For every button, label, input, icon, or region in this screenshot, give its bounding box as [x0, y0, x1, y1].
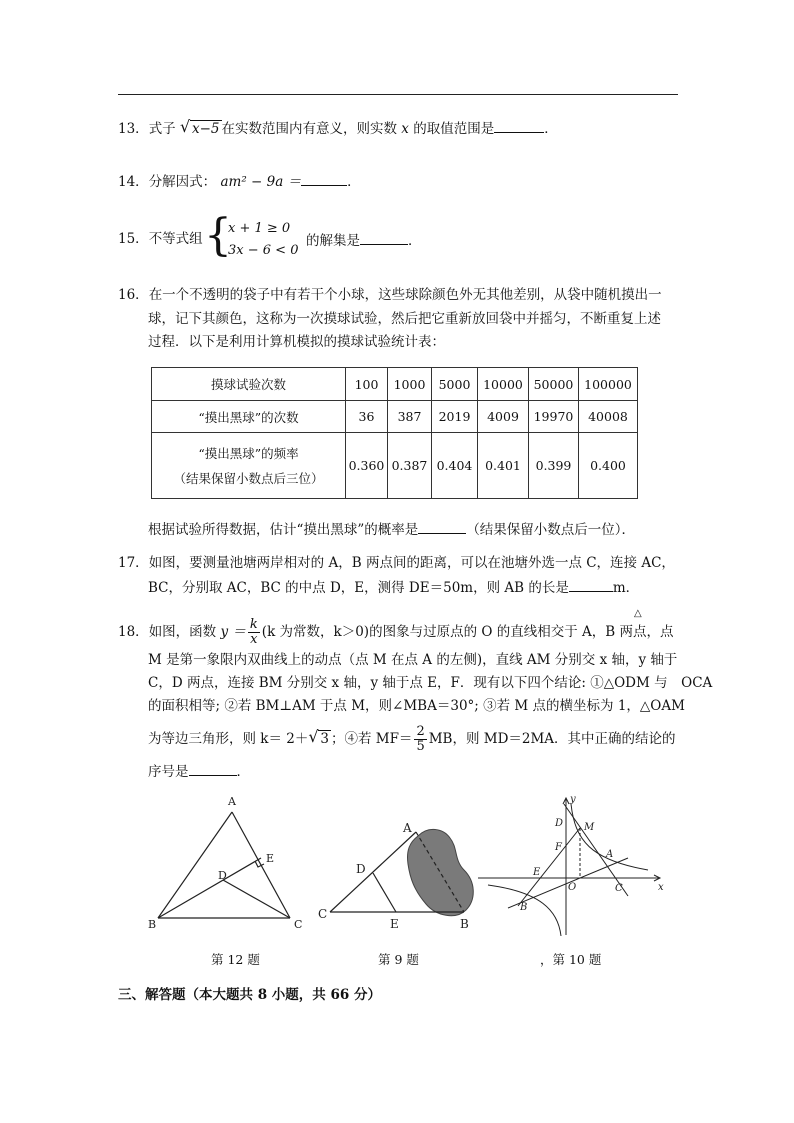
q16-after [148, 519, 635, 540]
fig9-caption: 第 9 题 [378, 952, 419, 967]
fig10-label-y: y [570, 794, 576, 805]
q18-text-5a: 为等边三角形，则 k＝ 2＋ [148, 731, 309, 747]
q17-text-2: BC，分别取 AC，BC 的中点 D，E，测得 DE＝50m，则 AB 的长是 [148, 580, 569, 596]
trial-stats-table [151, 367, 638, 499]
trials-cell: 100 [346, 368, 388, 401]
q14-end: ． [347, 174, 361, 190]
fig9-label-a: A [403, 821, 412, 835]
count-cell: 4009 [478, 401, 529, 433]
q18-text-5c: MB，则 MD＝2MA．其中正确的结论的 [428, 731, 676, 747]
question-16-line-1 [118, 285, 662, 305]
figure-9 [318, 818, 483, 933]
fig10-label-x: x [658, 882, 664, 893]
q18-text-6: 序号是 [148, 764, 189, 780]
fig9-pond [407, 829, 473, 915]
q17-end: m． [612, 580, 640, 596]
q18-text-3: C，D 两点，连接 BM 分别交 x 轴，y 轴于点 E，F．现有以下四个结论: ①△ODM 与 OCA [148, 675, 713, 691]
table-row-trials [152, 368, 638, 401]
count-cell: 19970 [529, 401, 579, 433]
fig10-label-c: C [615, 883, 623, 894]
q17-answer-blank[interactable] [569, 577, 613, 592]
q18-end: ． [236, 764, 250, 780]
trials-cell: 5000 [432, 368, 478, 401]
freq-cell: 0.401 [478, 433, 529, 499]
fig9-label-b: B [460, 917, 469, 931]
q15-number: 15． [118, 231, 149, 247]
freq-cell: 0.399 [529, 433, 579, 499]
figure-10 [478, 790, 668, 940]
fig12-label-c: C [294, 918, 303, 931]
fig12-label-d: D [218, 869, 227, 882]
fig10-hyperbola-q1 [571, 804, 648, 870]
q15-tail [306, 230, 422, 251]
freq-cell: 0.400 [579, 433, 638, 499]
q18-text-1: (k 为常数，k＞0)的图象与过原点的 O 的直线相交于 A，B 两点，点 [261, 624, 674, 640]
triangle-mark: △ [634, 608, 642, 619]
q16-answer-blank[interactable] [418, 519, 466, 534]
fig12-label-a: A [228, 795, 236, 808]
q15-brace: { [204, 210, 232, 261]
q15-text: 的解集是 [306, 233, 360, 249]
q15-inequality-1: x + 1 ≥ 0 [228, 221, 291, 236]
q18-sqrt-3: 3 [320, 731, 329, 747]
fig9-line-de [373, 873, 396, 912]
q13-text: 在实数范围内有意义，则实数 [221, 121, 397, 137]
header-rule [118, 94, 678, 95]
q18-frac2-num: 2 [416, 724, 425, 739]
row-label-counts: “摸出黑球”的次数 [152, 401, 346, 433]
fig10-label-e: E [533, 867, 541, 878]
q13-radicand: x−5 [191, 121, 220, 137]
q14-prefix: 分解因式： [148, 174, 217, 190]
count-cell: 387 [388, 401, 432, 433]
q16-text-1: 在一个不透明的袋子中有若干个小球，这些球除颜色外无其他差别，从袋中随机摸出一 [148, 287, 662, 303]
q18-y: y ＝ [220, 624, 246, 640]
table-row-freqs [152, 433, 638, 499]
q14-expression: am² − 9a ＝ [220, 174, 302, 190]
q18-sqrt: √ 3 [308, 727, 329, 747]
q16-after-tail: （结果保留小数点后一位）． [466, 522, 636, 538]
freq-label-b: （结果保留小数点后三位） [173, 470, 324, 486]
fig9-label-c: C [318, 907, 328, 921]
q13-end: ． [544, 121, 558, 137]
q15-prefix: 不等式组 [148, 231, 203, 247]
q14-number: 14． [118, 174, 149, 190]
q18-line-5 [148, 725, 676, 754]
q16-text-3: 过程．以下是利用计算机模拟的摸球试验统计表： [148, 334, 445, 350]
fig10-label-d: D [555, 818, 564, 829]
q17-number: 17． [118, 555, 149, 571]
figure-12 [140, 790, 320, 935]
fig10-label-o: O [568, 882, 577, 893]
freq-cell: 0.404 [432, 433, 478, 499]
q18-text-2: M 是第一象限内双曲线上的动点（点 M 在点 A 的左侧)，直线 AM 分别交 x 轴，y 轴于 [148, 652, 678, 668]
question-17-line-1 [118, 553, 675, 573]
q18-frac-den: x [250, 632, 258, 647]
fig9-label-d: D [356, 862, 366, 876]
fig10-label-f: F [555, 842, 562, 853]
freq-cell: 0.360 [346, 433, 388, 499]
freq-label-a: “摸出黑球”的频率 [198, 445, 299, 461]
fig10-caption: ，第 10 题 [540, 952, 602, 967]
fig9-label-e: E [390, 917, 399, 931]
table-row-counts [152, 401, 638, 433]
trials-cell: 10000 [478, 368, 529, 401]
fig9-line-ca [330, 832, 416, 912]
q15-inequality-2: 3x − 6 < 0 [228, 243, 299, 258]
q18-text-5b: ；④若 MF＝ [330, 731, 413, 747]
count-cell: 40008 [579, 401, 638, 433]
trials-cell: 50000 [529, 368, 579, 401]
q13-prefix: 式子 [148, 121, 176, 137]
q13-number: 13． [118, 121, 149, 137]
fig12-line-be [158, 858, 261, 918]
question-14 [118, 171, 361, 192]
q18-frac2-den: 5 [416, 739, 425, 754]
q16-text-2: 球，记下其颜色，这称为一次摸球试验，然后把它重新放回袋中并摇匀，不断重复上述 [148, 311, 661, 327]
q18-answer-blank[interactable] [189, 761, 237, 776]
q16-after-text: 根据试验所得数据，估计“摸出黑球”的概率是 [148, 522, 419, 538]
question-17-line-2 [148, 577, 639, 598]
fig10-label-b: B [520, 902, 528, 913]
count-cell: 2019 [432, 401, 478, 433]
fig12-label-b: B [148, 918, 157, 931]
fig12-caption: 第 12 题 [211, 952, 260, 967]
question-18-line-1 [118, 618, 673, 647]
q13-answer-blank[interactable] [494, 118, 544, 133]
fig10-line-bm [518, 828, 580, 906]
q13-tail: 的取值范围是 [413, 121, 495, 137]
q15-end: ． [408, 233, 422, 249]
row-label-freqs [152, 433, 346, 499]
q13-variable: x [401, 121, 409, 137]
q15-answer-blank[interactable] [360, 230, 408, 245]
question-15 [118, 229, 203, 249]
fig12-side-ab [158, 812, 232, 918]
q17-text-1: 如图，要测量池塘两岸相对的 A，B 两点间的距离，可以在池塘外选一点 C，连接 AC， [148, 555, 675, 571]
q18-frac-num: k [249, 617, 258, 632]
freq-cell: 0.387 [388, 433, 432, 499]
question-13 [118, 118, 558, 139]
q14-answer-blank[interactable] [301, 171, 347, 186]
q16-number: 16． [118, 287, 149, 303]
count-cell: 36 [346, 401, 388, 433]
fig12-label-e: E [266, 852, 275, 865]
fig10-label-m: M [584, 822, 595, 833]
q18-number: 18． [118, 624, 149, 640]
section-3-heading: 三、解答题（本大题共 8 小题，共 66 分） [118, 987, 381, 1003]
row-label-trials: 摸球试验次数 [152, 368, 346, 401]
q18-fraction-k-over-x [248, 618, 260, 647]
q18-prefix: 如图，函数 [148, 624, 217, 640]
q13-sqrt: √ x−5 [179, 117, 220, 137]
fig10-label-a: A [606, 849, 614, 860]
q18-line-6 [148, 761, 250, 782]
q18-text-4: 的面积相等; ②若 BM⊥AM 于点 M，则∠MBA＝30°; ③若 M 点的横坐标为 1，△OAM [148, 698, 685, 714]
trials-cell: 100000 [579, 368, 638, 401]
trials-cell: 1000 [388, 368, 432, 401]
q18-fraction-2-5 [414, 725, 426, 754]
